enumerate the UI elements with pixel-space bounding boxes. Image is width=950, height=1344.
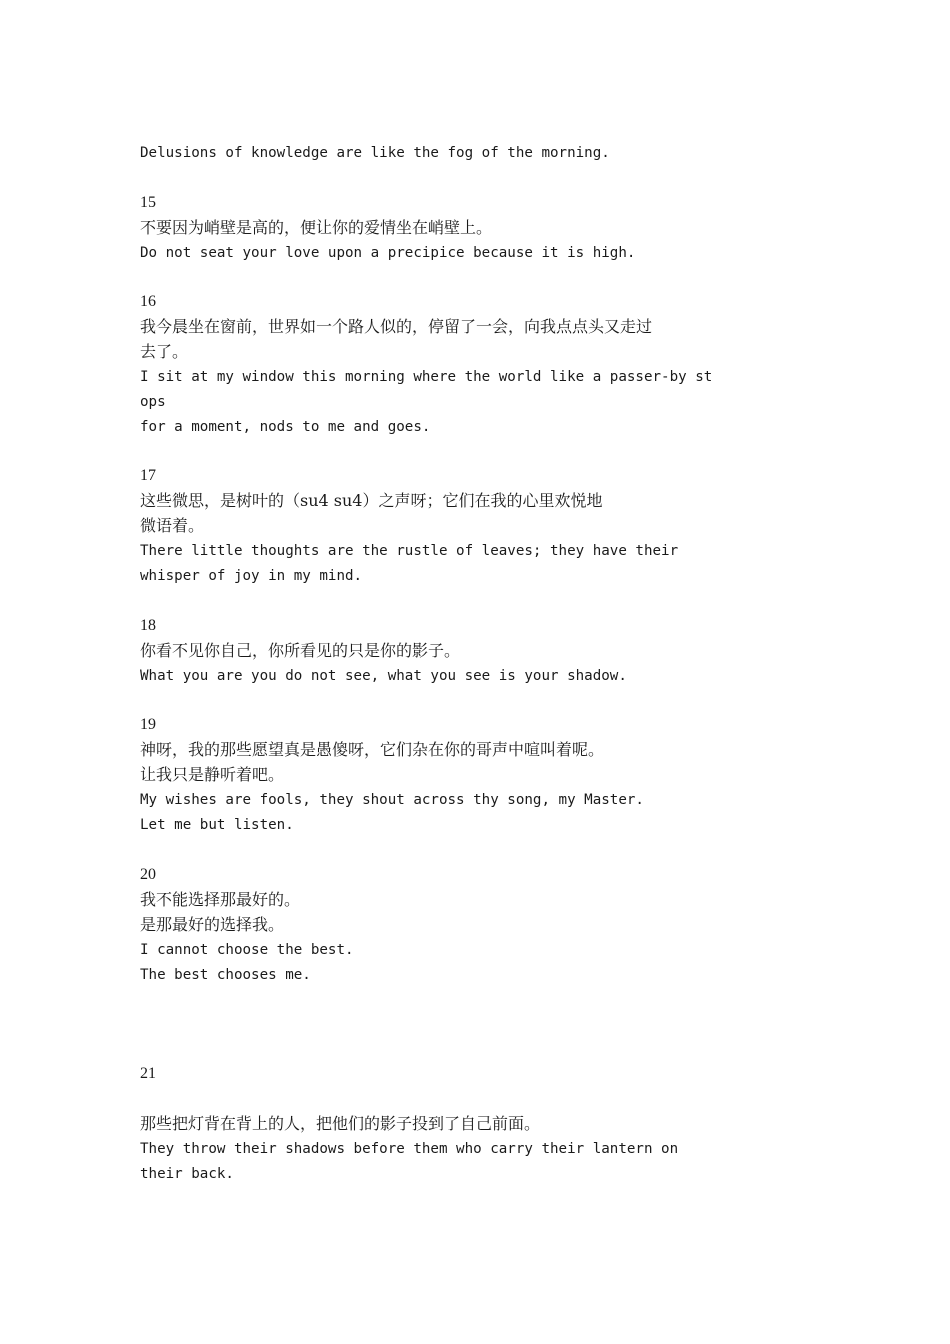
text-line-en: ops — [140, 394, 166, 410]
text-line-en: They throw their shadows before them who carry their lantern on — [140, 1141, 679, 1157]
text-line-zh: 去了。 — [140, 342, 189, 361]
verse-number: 16 — [140, 293, 156, 310]
text-line-zh: 让我只是静听着吧。 — [140, 765, 285, 784]
text-line-en: I cannot choose the best. — [140, 942, 354, 958]
text-line-zh: 神呀，我的那些愿望真是愚傻呀，它们杂在你的哥声中喧叫着呢。 — [140, 740, 605, 759]
text-line-en: My wishes are fools, they shout across thy song, my Master. — [140, 792, 644, 808]
text-line-en: Let me but listen. — [140, 817, 294, 833]
text-line-zh: 那些把灯背在背上的人，把他们的影子投到了自己前面。 — [140, 1114, 541, 1133]
text-line-en: their back. — [140, 1166, 234, 1182]
text-line-en: The best chooses me. — [140, 967, 311, 983]
verse-number: 18 — [140, 617, 156, 634]
text-line-en: Delusions of knowledge are like the fog of the morning. — [140, 145, 610, 161]
text-line-zh: 是那最好的选择我。 — [140, 915, 285, 934]
verse-number: 17 — [140, 467, 156, 484]
text-line-zh: 我今晨坐在窗前，世界如一个路人似的，停留了一会，向我点点头又走过 — [140, 317, 653, 336]
text-line-en: What you are you do not see, what you see is your shadow. — [140, 668, 627, 684]
verse-number: 15 — [140, 194, 156, 211]
text-line-zh: 你看不见你自己，你所看见的只是你的影子。 — [140, 641, 461, 660]
verse-number: 19 — [140, 716, 156, 733]
text-line-en: I sit at my window this morning where the world like a passer-by st — [140, 369, 713, 385]
text-line-en: There little thoughts are the rustle of leaves; they have their — [140, 543, 679, 559]
text-line-zh: 不要因为峭壁是高的，便让你的爱情坐在峭壁上。 — [140, 218, 493, 237]
text-line-en: Do not seat your love upon a precipice because it is high. — [140, 245, 636, 261]
text-line-zh: 这些微思，是树叶的（su4 su4）之声呀；它们在我的心里欢悦地 — [140, 491, 603, 510]
text-line-en: whisper of joy in my mind. — [140, 568, 363, 584]
text-line-zh: 我不能选择那最好的。 — [140, 890, 301, 909]
text-line-en: for a moment, nods to me and goes. — [140, 419, 431, 435]
verse-number: 21 — [140, 1065, 156, 1082]
verse-number: 20 — [140, 866, 156, 883]
text-line-zh: 微语着。 — [140, 516, 205, 535]
